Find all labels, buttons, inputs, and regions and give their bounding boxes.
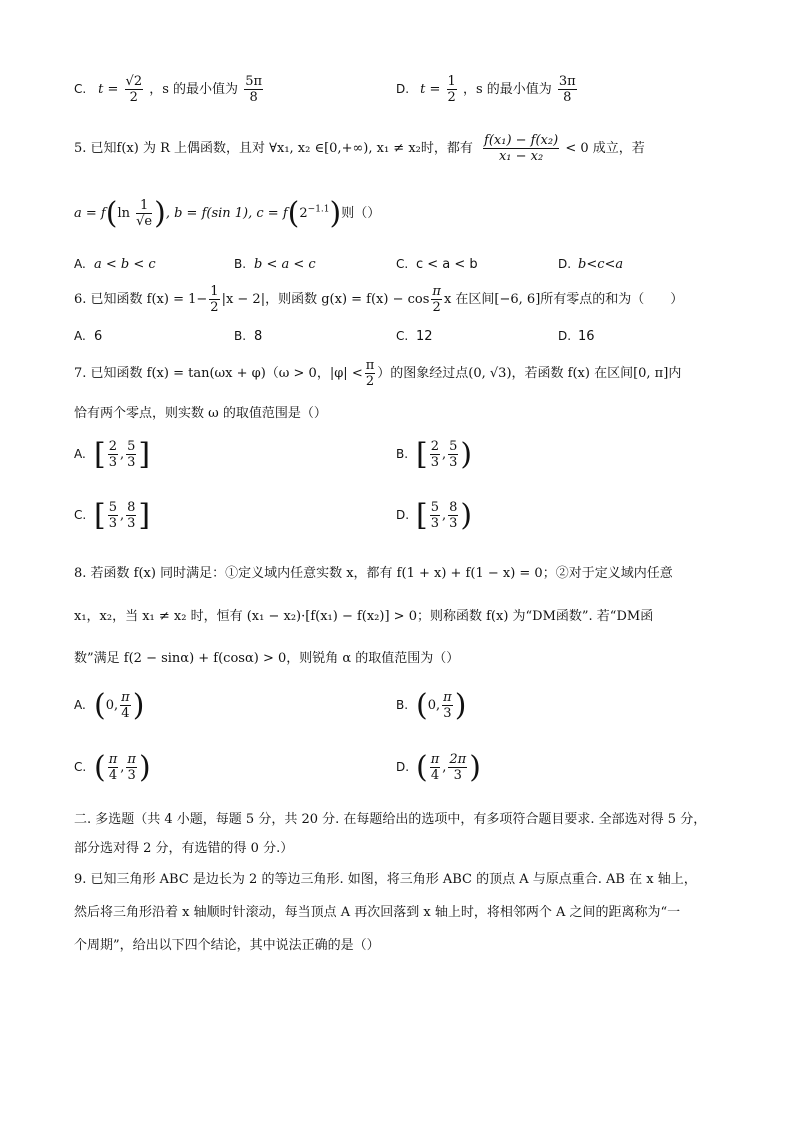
q7-option-d[interactable]: D. [ $\frac{5}{3}$ , $\frac{8}{3}$ ) xyxy=(396,498,473,533)
section-heading-line2: 部分选对得 2 分，有选错的得 0 分.） xyxy=(74,841,294,856)
q5-definition-line: a = f(ln $\frac{1}{√e}$ ), b = f(sin 1), $c = f(2^{-1.1})$则（） xyxy=(74,196,381,231)
fraction: $\frac{1}{√e}$ xyxy=(136,198,153,229)
fraction: $\frac{3\pi}{8}$ xyxy=(558,74,576,105)
fraction: $\frac{\pi}{2}$ xyxy=(365,358,375,389)
fraction: $\frac{\pi}{2}$ xyxy=(432,284,441,315)
q7-stem: 7. 已知函数 f(x) = tan(ωx + φ)（ω > 0，|φ| < $\frac{\pi}{2}$ ）的图象经过点(0, √3)，若函数 f(x) 在区间[0, π]内 xyxy=(74,358,682,389)
fraction: $\frac{1}{2}$ xyxy=(447,74,456,105)
q8-option-c[interactable]: C. ( $\frac{\pi}{4}$ , $\frac{\pi}{3}$ ) xyxy=(74,750,151,785)
option-label: C. xyxy=(74,82,87,96)
q5-option-c[interactable]: C. c < a < b xyxy=(396,257,478,272)
q7-option-b[interactable]: B. [ $\frac{2}{3}$ , $\frac{5}{3}$ ) xyxy=(396,437,473,472)
fraction: $\frac{1}{2}$ xyxy=(210,284,219,315)
section-heading: 二. 多选题（共 4 小题，每题 5 分，共 20 分. 在每题给出的选项中，有多项符合题目要求. 全部选对得 5 分， xyxy=(74,812,707,827)
q8-line1: 8. 若函数 f(x) 同时满足：①定义域内任意实数 x，都有 f(1 + x) + f(1 − x) = 0；②对于定义域内任意 xyxy=(74,566,673,581)
q8-line3: 数”满足 f(2 − sinα) + f(cosα) > 0，则锐角 α 的取值范围为（） xyxy=(74,651,460,666)
q6-option-b[interactable]: B. 8 xyxy=(234,329,263,344)
q7-option-a[interactable]: A. [ $\frac{2}{3}$ , $\frac{5}{3}$ ] xyxy=(74,437,151,472)
q5-option-b[interactable]: B. b < a < c xyxy=(234,257,316,272)
q6-stem: 6. 已知函数 f(x) = 1− $\frac{1}{2}$ |x − 2|，则函数 g(x) = f(x) − cos $\frac{\pi}{2}$ x 在区间[−6, 6]所有零点的和为（ ） xyxy=(74,284,684,315)
q5-option-a[interactable]: A. a < b < c xyxy=(74,257,156,272)
q4-option-d[interactable]: D. t = $\frac{1}{2}$ ，s 的最小值为 $\frac{3\pi}{8}$ xyxy=(396,74,576,105)
fraction: $\frac{5\pi}{8}$ xyxy=(245,74,263,105)
q6-option-a[interactable]: A. 6 xyxy=(74,329,103,344)
q9-line3: 个周期”，给出以下四个结论，其中说法正确的是（） xyxy=(74,938,380,953)
q4-option-c[interactable]: C. t = $\frac{√2}{2}$ ，s 的最小值为 $\frac{5\pi}{8}$ xyxy=(74,74,263,105)
q8-option-b[interactable]: B. (0, $\frac{\pi}{3}$ ) xyxy=(396,688,467,723)
q8-line2: x₁，x₂，当 x₁ ≠ x₂ 时，恒有 (x₁ − x₂)·[f(x₁) − f(x₂)] > 0；则称函数 f(x) 为“DM函数”. 若“DM函 xyxy=(74,609,654,624)
q7-stem-line2: 恰有两个零点，则实数 ω 的取值范围是（） xyxy=(74,406,327,421)
q9-line1: 9. 已知三角形 ABC 是边长为 2 的等边三角形. 如图，将三角形 ABC 的顶点 A 与原点重合. AB 在 x 轴上， xyxy=(74,872,697,887)
q6-option-d[interactable]: D. 16 xyxy=(558,329,595,344)
q7-option-c[interactable]: C. [ $\frac{5}{3}$ , $\frac{8}{3}$ ] xyxy=(74,498,151,533)
q8-option-a[interactable]: A. (0, $\frac{\pi}{4}$ ) xyxy=(74,688,145,723)
q6-option-c[interactable]: C. 12 xyxy=(396,329,433,344)
q8-option-d[interactable]: D. ( $\frac{\pi}{4}$ , $\frac{2\pi}{3}$ ) xyxy=(396,750,481,785)
fraction: $\frac{√2}{2}$ xyxy=(125,74,143,105)
option-label: D. xyxy=(396,82,410,96)
q5-option-d[interactable]: D. b<c<a xyxy=(558,257,624,272)
fraction: $\frac{\text{f(x₁) − f(x₂)}}{\text{x₁ − x₂}}$ xyxy=(484,133,559,164)
q5-stem: 5. 已知f(x) 为 R 上偶函数，且对 ∀x₁, x₂ ∈[0,+∞), x₁ ≠ x₂时，都有 $\frac{\text{f(x₁) − f(x₂)}}{\text{x₁ − x₂}}$ < 0 成立，若 xyxy=(74,133,645,164)
q9-line2: 然后将三角形沿着 x 轴顺时针滚动，每当顶点 A 再次回落到 x 轴上时，将相邻两个 A 之间的距离称为“一 xyxy=(74,905,681,920)
